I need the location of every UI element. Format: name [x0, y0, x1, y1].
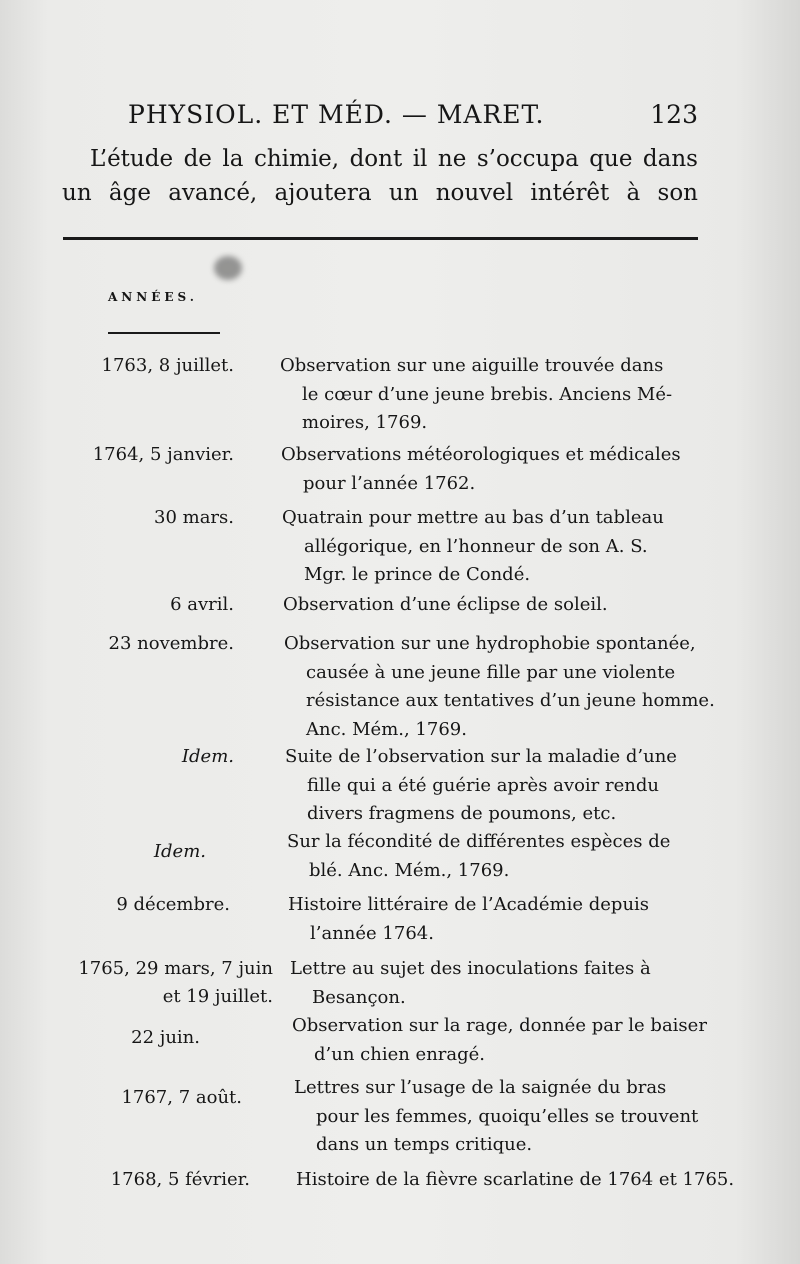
intro-line-1: L’étude de la chimie, dont il ne s’occupa que dans: [90, 146, 698, 172]
entry-date: 1767, 7 août.: [121, 1087, 242, 1108]
entry-date: 30 mars.: [154, 507, 234, 528]
entry-date: 1764, 5 janvier.: [92, 444, 234, 465]
entry-date: 6 avril.: [170, 594, 234, 615]
entry-date: 23 novembre.: [108, 633, 234, 654]
entry-date: Idem.: [153, 841, 206, 862]
entry-description: Histoire littéraire de l’Académie depuis l’année 1764.: [288, 894, 650, 944]
entry-description: Observation sur une hydrophobie spontanée, causée à une jeune fille par une violente résistance aux tentatives d’un jeune homme. Anc. Mém., 1769.: [284, 633, 715, 740]
entry-description: Observation sur la rage, donnée par le baiser d’un chien enragé.: [292, 1015, 707, 1065]
entry-description: Observation sur une aiguille trouvée dans le cœur d’une jeune brebis. Anciens Mé- moires, 1769.: [280, 355, 673, 433]
header-rule: [63, 237, 698, 240]
entry-date: 22 juin.: [131, 1027, 200, 1048]
entry-description: Quatrain pour mettre au bas d’un tableau allégorique, en l’honneur de son A. S. Mgr. le prince de Condé.: [282, 507, 664, 585]
entry-date: 1763, 8 juillet.: [101, 355, 234, 376]
entry-date: 1765, 29 mars, 7 juin et 19 juillet.: [78, 958, 273, 1007]
ink-smudge: [214, 256, 242, 280]
entry-description: Lettre au sujet des inoculations faites à Besançon.: [290, 958, 651, 1008]
entry-description: Sur la fécondité de différentes espèces de blé. Anc. Mém., 1769.: [287, 831, 671, 881]
running-title: PHYSIOL. ET MÉD. — MARET.: [128, 100, 545, 129]
entry-description: Suite de l’observation sur la maladie d’une fille qui a été guérie après avoir rendu divers fragmens de poumons, etc.: [285, 746, 677, 824]
intro-paragraph: [62, 142, 698, 210]
entry-date: 1768, 5 février.: [110, 1169, 250, 1190]
entry-description: Histoire de la fièvre scarlatine de 1764 et 1765.: [296, 1169, 735, 1190]
entry-description: Observations météorologiques et médicales pour l’année 1762.: [281, 444, 681, 494]
years-column-heading: ANNÉES.: [108, 290, 198, 304]
running-header: [128, 100, 698, 140]
entry-description: Observation d’une éclipse de soleil.: [283, 594, 608, 615]
intro-line-2: un âge avancé, ajoutera un nouvel intérêt à son: [62, 180, 698, 206]
years-heading-rule: [108, 332, 220, 334]
entry-description: Lettres sur l’usage de la saignée du bras pour les femmes, quoiqu’elles se trouvent dans un temps critique.: [294, 1077, 699, 1155]
entry-date: Idem.: [181, 746, 234, 767]
page-number: 123: [650, 100, 698, 129]
entry-date: 9 décembre.: [116, 894, 230, 915]
